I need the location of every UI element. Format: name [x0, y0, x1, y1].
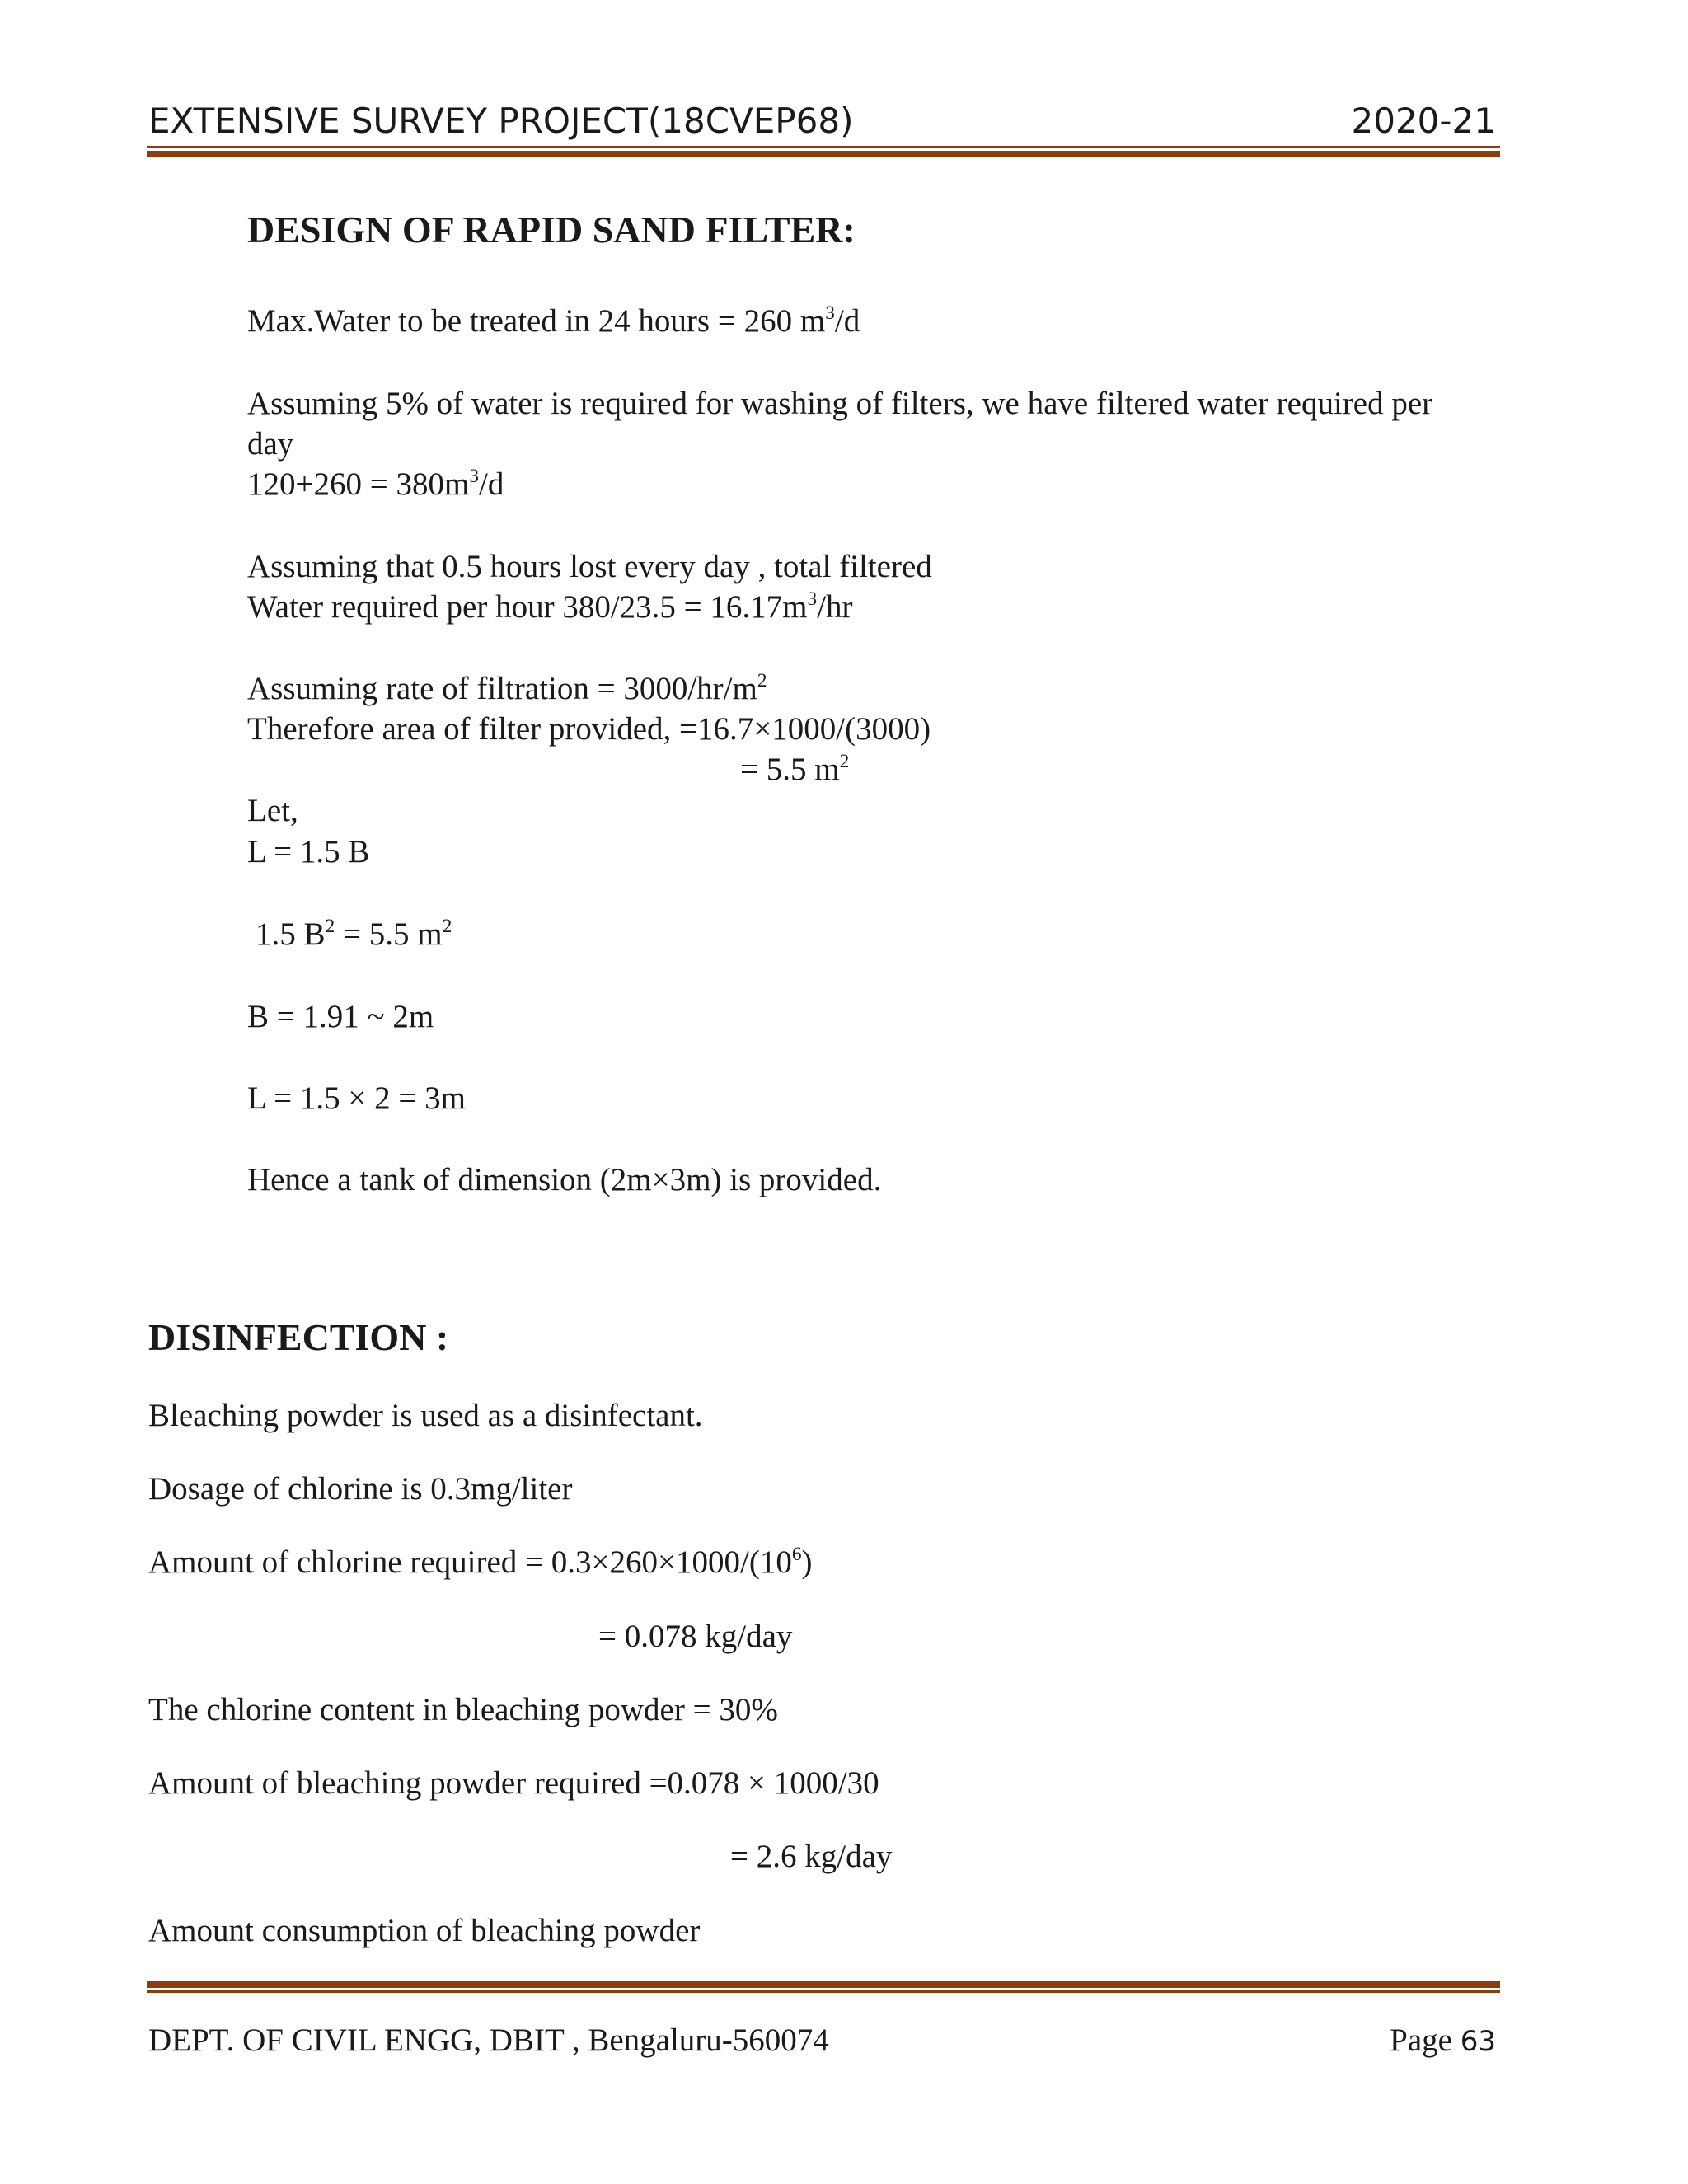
- rsf-let: Let,: [247, 793, 298, 828]
- header-year: 2020-21: [1351, 101, 1496, 141]
- header-rule-thin: [147, 146, 1500, 148]
- footer-page-label: Page: [1390, 2022, 1452, 2058]
- header-title: EXTENSIVE SURVEY PROJECT(18CVEP68): [148, 101, 854, 141]
- dis-bleach-used: Bleaching powder is used as a disinfectant.: [148, 1398, 703, 1433]
- dis-dosage: Dosage of chlorine is 0.3mg/liter: [148, 1471, 573, 1507]
- rsf-area: Therefore area of filter provided, =16.7×1000/(3000): [247, 711, 931, 747]
- footer-dept: DEPT. OF CIVIL ENGG, DBIT , Bengaluru-560074: [148, 2022, 829, 2058]
- header-rule-thick: [147, 151, 1500, 157]
- dis-bleach-result: = 2.6 kg/day: [730, 1839, 893, 1874]
- rsf-area-result: = 5.5 $m^2$: [740, 750, 850, 787]
- rsf-assume-wash-line1: Assuming 5% of water is required for washing of filters, we have filtered water required per: [247, 386, 1433, 421]
- rsf-b-squared: 1.5 $B^2 = 5.5$ $m^2$: [256, 915, 452, 952]
- footer-rule-thick: [147, 1981, 1500, 1988]
- rsf-b-eq: B = 1.91 ~ 2m: [247, 999, 434, 1034]
- footer-page-number: 63: [1460, 2025, 1496, 2058]
- rsf-rate: Assuming rate of filtration = $3000/hr/m^2$: [247, 669, 767, 706]
- rsf-assume-wash-line2: day: [247, 426, 294, 462]
- rsf-sum: $120+260 = 380m^3/d$: [247, 465, 504, 502]
- rsf-per-hour: Water required per hour $380/23.5 = 16.17m^3/hr$: [247, 588, 853, 625]
- rsf-l-calc: L = 1.5 × 2 = 3m: [247, 1080, 466, 1116]
- rsf-max-water: Max.Water to be treated in 24 hours = 260 $m^3/d$: [247, 302, 860, 339]
- dis-consumption: Amount consumption of bleaching powder: [148, 1913, 701, 1948]
- rsf-l-eq: L = 1.5 B: [247, 834, 370, 869]
- rsf-assume-lost: Assuming that 0.5 hours lost every day , total filtered: [247, 549, 932, 584]
- rsf-hence: Hence a tank of dimension (2m×3m) is provided.: [247, 1162, 882, 1197]
- dis-chlorine-result: = 0.078 kg/day: [598, 1619, 793, 1654]
- footer-rule-thin: [147, 1990, 1500, 1993]
- rsf-heading: DESIGN OF RAPID SAND FILTER:: [247, 209, 856, 251]
- dis-bleach-required: Amount of bleaching powder required =0.078 × 1000/30: [148, 1765, 879, 1801]
- dis-chlorine-content: The chlorine content in bleaching powder = 30%: [148, 1692, 778, 1727]
- footer-page: [1390, 2022, 1496, 2059]
- dis-chlorine-required: Amount of chlorine required = $0.3\times 260\times 1000/(10^6)$: [148, 1543, 813, 1580]
- disinfection-heading: DISINFECTION :: [148, 1316, 449, 1358]
